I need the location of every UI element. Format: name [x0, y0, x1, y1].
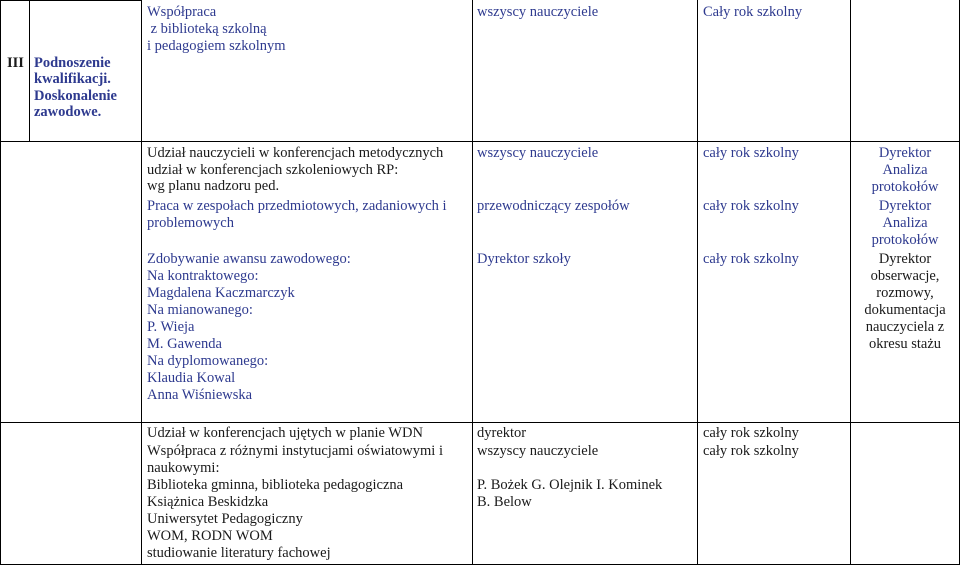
monitoring-line: protokołów	[871, 179, 939, 195]
task-line: Anna Wiśniewska	[147, 387, 253, 403]
rule-col-task	[472, 0, 473, 565]
rule-col-responsible	[697, 0, 698, 565]
responsible-cell: wszyscy nauczyciele	[477, 4, 599, 20]
responsible-cell: przewodniczący zespołów	[477, 198, 630, 214]
section-title-line: kwalifikacji.	[34, 71, 111, 87]
task-line: Uniwersytet Pedagogiczny	[147, 511, 303, 527]
monitoring-line: protokołów	[871, 232, 939, 248]
task-line: naukowymi:	[147, 460, 220, 476]
task-line: studiowanie literatury fachowej	[147, 545, 331, 561]
task-line: Na mianowanego:	[147, 302, 253, 318]
monitoring-line: obserwacje,	[870, 268, 940, 284]
task-line: M. Gawenda	[147, 336, 222, 352]
section-title-line: zawodowe.	[34, 104, 102, 120]
task-line: udział w konferencjach szkoleniowych RP:	[147, 162, 399, 178]
task-line: i pedagogiem szkolnym	[147, 38, 286, 54]
monitoring-line: nauczyciela z	[865, 319, 945, 335]
task-line: Biblioteka gminna, biblioteka pedagogiczna	[147, 477, 404, 493]
task-line: Udział nauczycieli w konferencjach metodycznych	[147, 145, 444, 161]
term-cell: cały rok szkolny	[703, 198, 799, 214]
task-line: Na dyplomowanego:	[147, 353, 269, 369]
task-line: Praca w zespołach przedmiotowych, zadaniowych i	[147, 198, 447, 214]
monitoring-line: rozmowy,	[876, 285, 934, 301]
monitoring-line: dokumentacja	[864, 302, 946, 318]
monitoring-line: Dyrektor	[878, 145, 932, 161]
rule-col-section	[141, 0, 142, 565]
task-line: problemowych	[147, 215, 234, 231]
rule-col-number	[29, 0, 30, 142]
monitoring-line: okresu stażu	[868, 336, 942, 352]
task-line: Udział w konferencjach ujętych w planie WDN	[147, 425, 423, 441]
section-number: III	[7, 55, 24, 71]
rule-row3-bottom	[0, 422, 960, 423]
rule-left-edge	[0, 0, 1, 565]
monitoring-line: Analiza	[882, 215, 928, 231]
rule-bottom	[0, 564, 960, 565]
rule-section-bottom	[0, 141, 960, 142]
task-line: WOM, RODN WOM	[147, 528, 273, 544]
task-line: Zdobywanie awansu zawodowego:	[147, 251, 351, 267]
responsible-cell: wszyscy nauczyciele	[477, 145, 599, 161]
task-line: Współpraca z różnymi instytucjami oświatowymi i	[147, 443, 443, 459]
responsible-cell: Dyrektor szkoły	[477, 251, 571, 267]
responsible-line: P. Bożek G. Olejnik I. Kominek	[477, 477, 663, 493]
task-line: Na kontraktowego:	[147, 268, 259, 284]
responsible-line: wszyscy nauczyciele	[477, 443, 599, 459]
task-line: Magdalena Kaczmarczyk	[147, 285, 295, 301]
section-title-line: Doskonalenie	[34, 88, 117, 104]
task-line: P. Wieja	[147, 319, 195, 335]
rule-top-left	[0, 0, 142, 1]
responsible-line: B. Below	[477, 494, 532, 510]
term-cell: Cały rok szkolny	[703, 4, 803, 20]
responsible-cell: dyrektor	[477, 425, 527, 441]
task-line: Współpraca	[147, 4, 217, 20]
task-line: z biblioteką szkolną	[147, 21, 267, 37]
task-line: wg planu nadzoru ped.	[147, 178, 280, 194]
task-line: Klaudia Kowal	[147, 370, 236, 386]
term-cell: cały rok szkolny	[703, 145, 799, 161]
term-cell: cały rok szkolny	[703, 251, 799, 267]
monitoring-line: Dyrektor	[878, 251, 932, 267]
task-line: Książnica Beskidzka	[147, 494, 269, 510]
term-cell: cały rok szkolny	[703, 425, 799, 441]
section-title-line: Podnoszenie	[34, 55, 111, 71]
term-cell: cały rok szkolny	[703, 443, 799, 459]
monitoring-line: Dyrektor	[878, 198, 932, 214]
monitoring-line: Analiza	[882, 162, 928, 178]
